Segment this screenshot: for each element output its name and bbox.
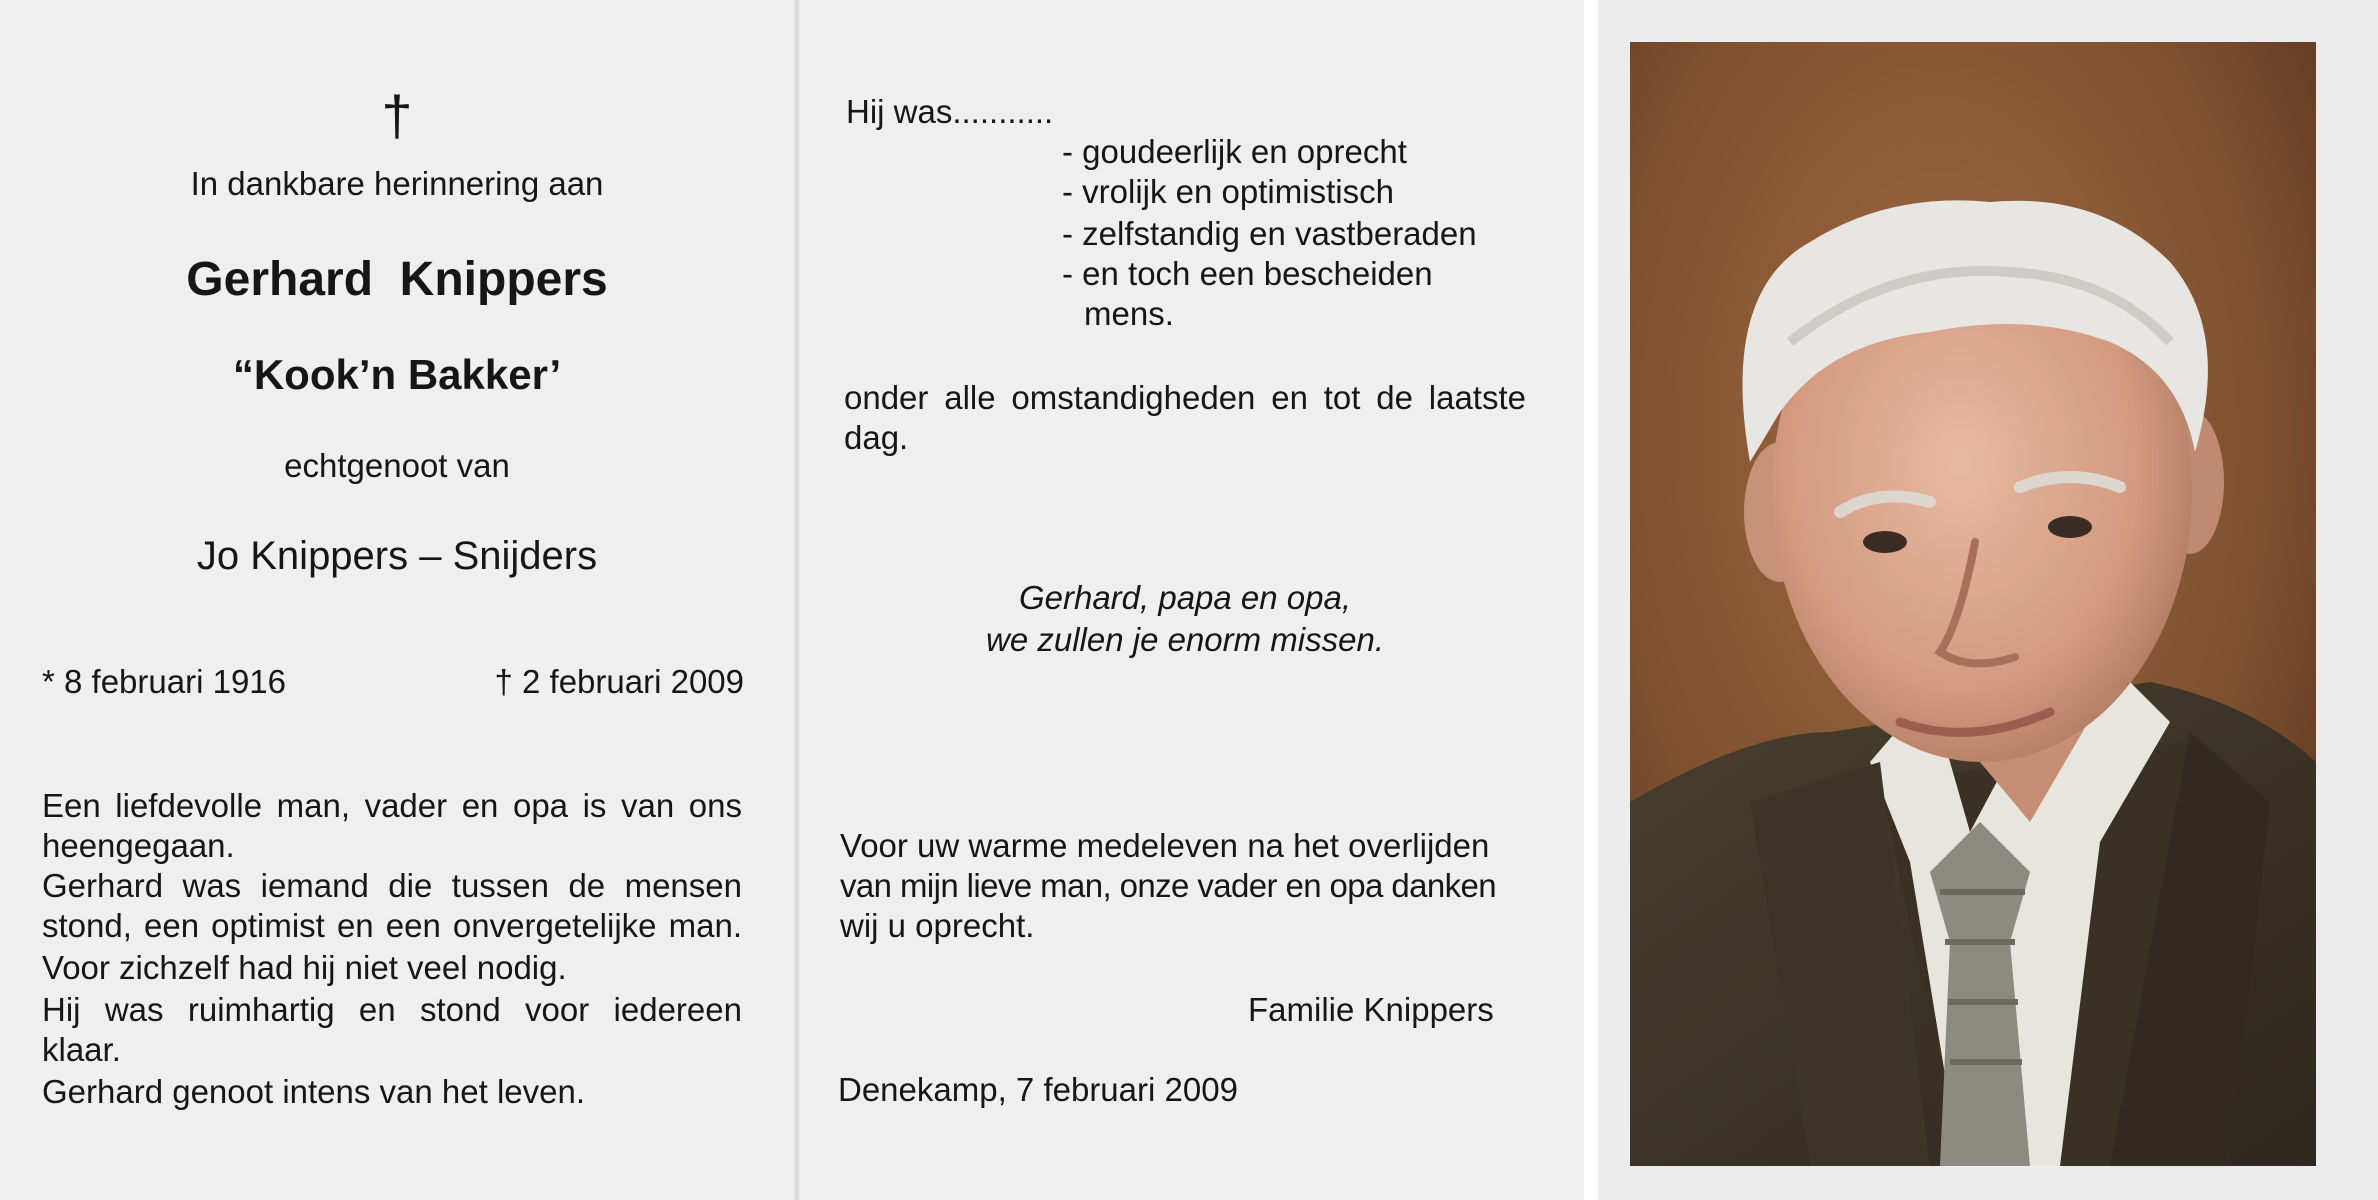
farewell-line: we zullen je enorm missen. bbox=[986, 621, 1384, 658]
biography-line: Gerhard was iemand die tussen de mensen bbox=[42, 867, 742, 904]
thanks-line: van mijn lieve man, onze vader en opa danken bbox=[840, 867, 1497, 904]
deceased-name: Gerhard Knippers bbox=[186, 253, 608, 306]
biography-line: klaar. bbox=[42, 1031, 121, 1068]
biography-line: Gerhard genoot intens van het leven. bbox=[42, 1073, 586, 1110]
trait-item: - zelfstandig en vastberaden bbox=[1062, 215, 1477, 252]
signature: Familie Knippers bbox=[1248, 991, 1494, 1028]
circumstances-line: onder alle omstandigheden en tot de laatste bbox=[844, 379, 1526, 416]
thanks-line: Voor uw warme medeleven na het overlijden bbox=[840, 827, 1490, 864]
trait-item: - goudeerlijk en oprecht bbox=[1062, 133, 1407, 170]
biography-line: Een liefdevolle man, vader en opa is van ons bbox=[42, 787, 742, 824]
trait-item: - en toch een bescheiden bbox=[1062, 255, 1433, 292]
circumstances-line: dag. bbox=[844, 419, 909, 456]
portrait-illustration bbox=[1630, 42, 2316, 1166]
nickname: “Kook’n Bakker’ bbox=[232, 351, 562, 398]
card-fold-divider bbox=[794, 0, 800, 1200]
dedication-text: In dankbare herinnering aan bbox=[190, 165, 604, 202]
death-date: † 2 februari 2009 bbox=[494, 663, 744, 700]
spouse-name: Jo Knippers – Snijders bbox=[196, 534, 598, 578]
trait-item: - vrolijk en optimistisch bbox=[1062, 173, 1394, 210]
birth-date: * 8 februari 1916 bbox=[42, 663, 287, 700]
cross-symbol: † bbox=[381, 84, 413, 147]
place-and-date: Denekamp, 7 februari 2009 bbox=[838, 1071, 1238, 1108]
biography-line: stond, een optimist en een onvergetelijke man. bbox=[42, 907, 742, 944]
biography-line: Voor zichzelf had hij niet veel nodig. bbox=[42, 949, 567, 986]
relation-text: echtgenoot van bbox=[284, 447, 510, 484]
trait-item: mens. bbox=[1084, 295, 1174, 332]
intro-text: Hij was........... bbox=[846, 93, 1054, 130]
portrait-photo bbox=[1630, 42, 2316, 1166]
farewell-line: Gerhard, papa en opa, bbox=[1018, 579, 1352, 616]
biography-line: Hij was ruimhartig en stond voor iedereen bbox=[42, 991, 742, 1028]
thanks-line: wij u oprecht. bbox=[840, 907, 1035, 944]
photo-card bbox=[1598, 0, 2378, 1200]
biography-line: heengegaan. bbox=[42, 827, 235, 864]
